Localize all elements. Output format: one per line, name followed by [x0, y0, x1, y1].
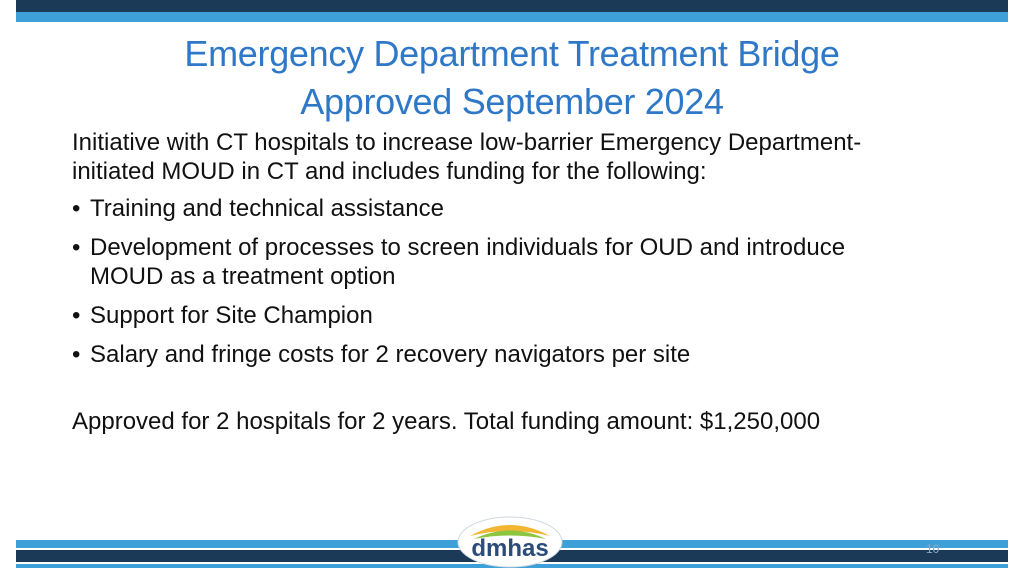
bullet-item	[72, 301, 902, 330]
approved-paragraph: Approved for 2 hospitals for 2 years. Total funding amount: $1,250,000	[72, 408, 821, 435]
bullet-text: Support for Site Champion	[90, 302, 373, 329]
bullet-dot-icon: •	[72, 234, 81, 261]
title-line-2: Approved September 2024	[300, 81, 724, 122]
bullet-item	[72, 194, 902, 223]
intro-paragraph: Initiative with CT hospitals to increase low-barrier Emergency Department-initiated MOUD in CT and includes funding for the following:	[72, 129, 862, 185]
bullet-text: Training and technical assistance	[90, 195, 444, 222]
logo-text: dmhas	[471, 535, 549, 562]
bullet-dot-icon: •	[72, 302, 81, 329]
bullet-dot-icon: •	[72, 341, 81, 368]
bullet-text: Salary and fringe costs for 2 recovery navigators per site	[90, 341, 691, 368]
bullet-item	[72, 233, 902, 291]
bullet-text: Development of processes to screen individuals for OUD and introduce MOUD as a treatment option	[90, 234, 846, 290]
title-line-1: Emergency Department Treatment Bridge	[184, 33, 840, 74]
slide-body	[72, 128, 902, 460]
bullet-list	[72, 194, 902, 369]
slide-title	[0, 30, 1024, 126]
page-number: 10	[926, 542, 940, 556]
bullet-dot-icon: •	[72, 195, 81, 222]
top-band-light	[16, 12, 1008, 22]
bullet-item	[72, 340, 902, 369]
top-band-dark	[16, 0, 1008, 12]
dmhas-logo-icon	[456, 512, 564, 568]
